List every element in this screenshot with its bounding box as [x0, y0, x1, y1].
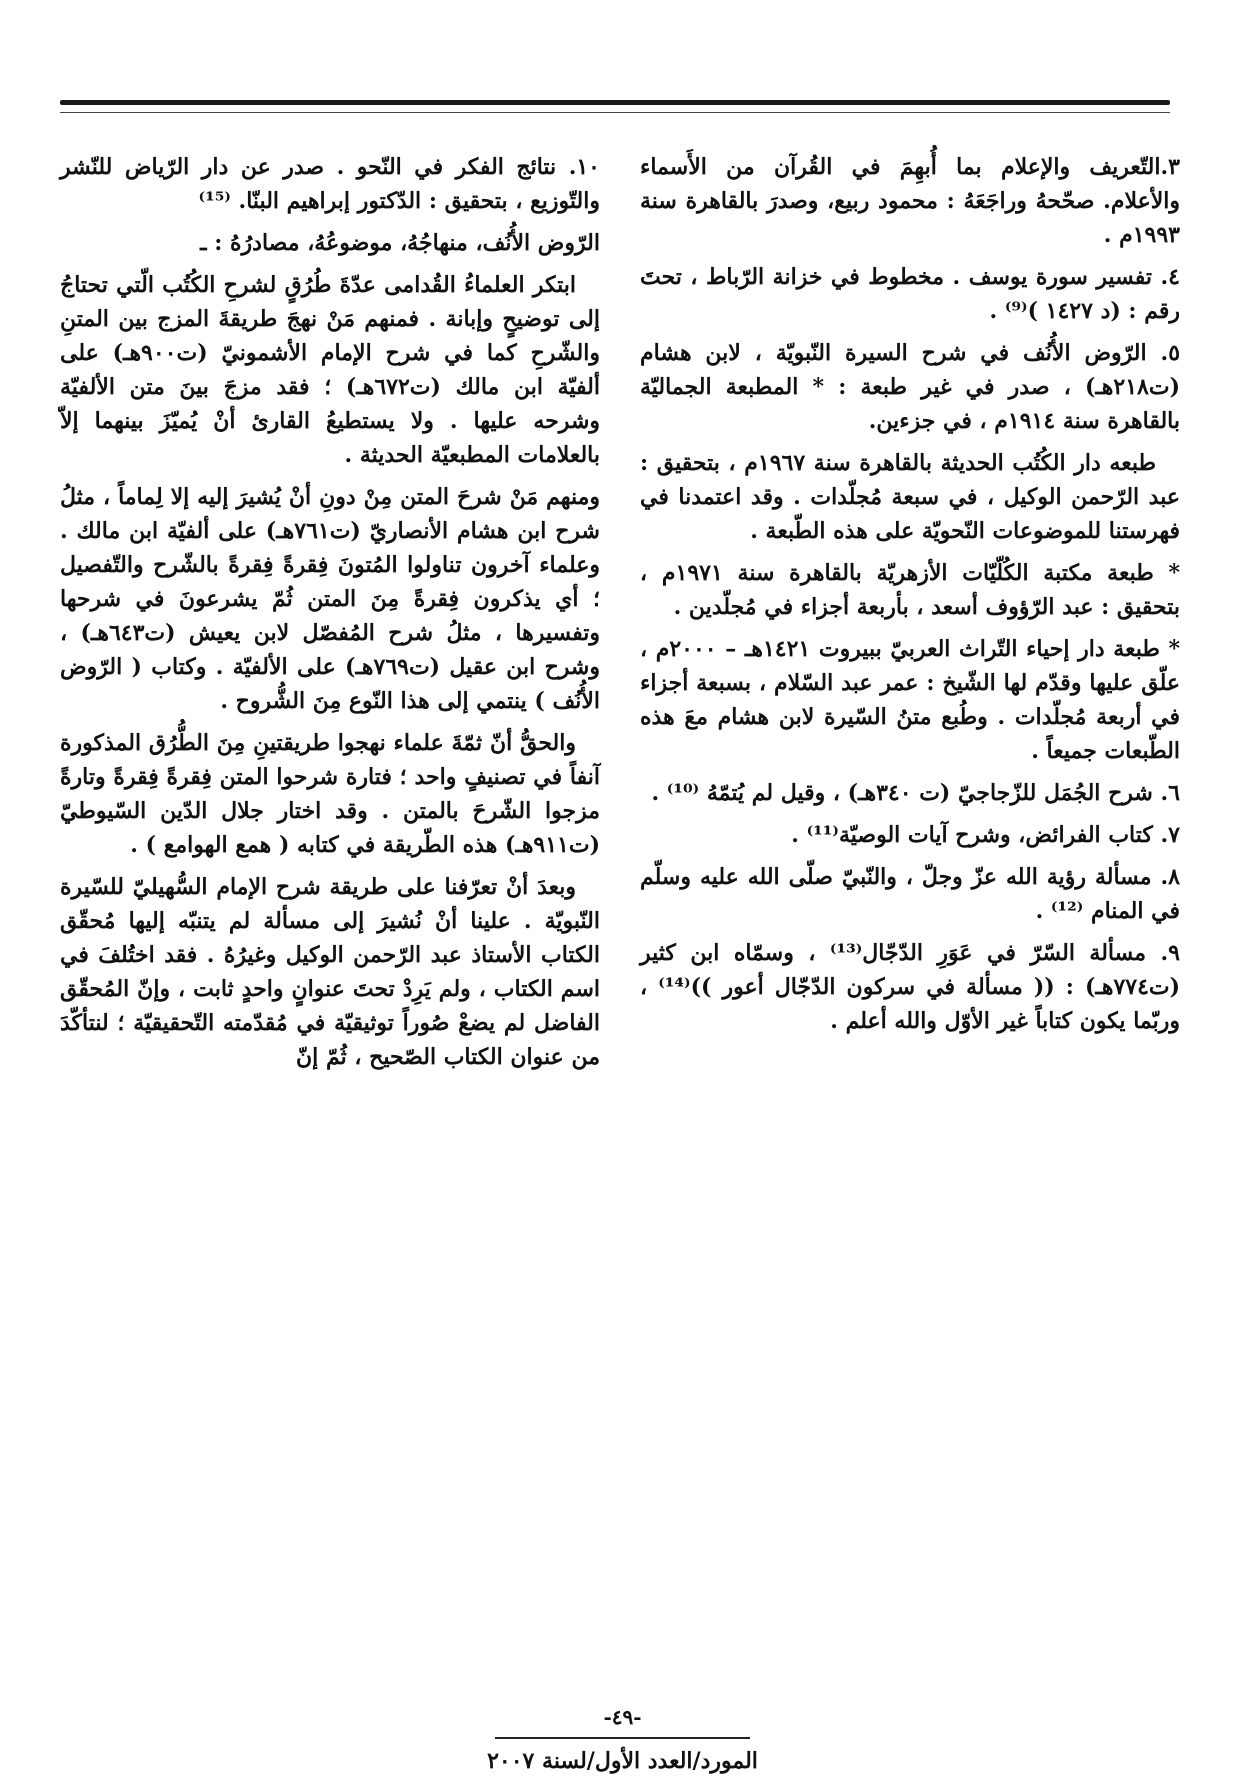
- paragraph: ٩. مسألة السّرّ في عَوَرِ الدّجّال⁽¹³⁾ ، وسمّاه ابن كثير (ت٧٧٤هـ) : (( مسألة في سركون الدّجّال أعور ))⁽¹⁴⁾ ، وربّما يكون كتاباً غير الأوّل والله أعلم .: [640, 940, 1181, 1034]
- journal-title: المورد/العدد الأول/لسنة ٢٠٠٧: [487, 1748, 758, 1774]
- paragraph: * طبعة دار إحياء التّراث العربيّ ببيروت ١٤٢١هـ – ٢٠٠٠م ، علّق عليها وقدّم لها الشّيخ : عمر عبد السّلام ، بسبعة أجزاء في أربعة مُجلّدات . وطُبع متنُ السّيرة لابن هشام معَ هذه الطّبعات جميعاً .: [640, 636, 1180, 764]
- paragraph: ٨. مسألة رؤية الله عزّ وجلّ ، والنّبيّ صلّى الله عليه وسلّم في المنام ⁽¹²⁾ .: [640, 864, 1180, 924]
- paragraph: وبعدَ أنْ تعرّفنا على طريقة شرح الإمام السُّهيليّ للسّيرة النّبويّة . علينا أنْ نُشيرَ إلى مسألة لم يتنبّه إليها مُحقّق الكتاب الأستاذ عبد الرّحمن الوكيل وغيرُهُ . فقد اختُلفَ في اسم الكتاب ، ولم يَرِدْ تحتَ عنوانٍ واحدٍ ثابت ، وإنّ المُحقّق الفاضل لم يضعْ صُوراً توثيقيّة في مُقدّمته التّحقيقيّة ؛ لنتأكّدَ من عنوان الكتاب الصّحيح ، ثُمّ إنّ: [60, 874, 600, 1070]
- left-column: [60, 150, 600, 1630]
- section-heading: الرّوض الأُنُف، منهاجُهُ، موضوعُهُ، مصادرُهُ : ـ: [200, 230, 600, 256]
- paragraph: ٧. كتاب الفرائض، وشرح آيات الوصيّة⁽¹¹⁾ .: [791, 822, 1180, 848]
- right-column: [640, 150, 1180, 1630]
- paragraph: ١٠. نتائج الفكر في النّحو . صدر عن دار الرّياض للنّشر والتّوزيع ، بتحقيق : الدّكتور إبراهيم البنّا. ⁽¹⁵⁾: [60, 154, 600, 214]
- paragraph: ٤. تفسير سورة يوسف . مخطوط في خزانة الرّباط ، تحتَ رقم : (د ١٤٢٧ )⁽⁹⁾ .: [640, 264, 1180, 324]
- paragraph: طبعه دار الكُتُب الحديثة بالقاهرة سنة ١٩٦٧م ، بتحقيق : عبد الرّحمن الوكيل ، في سبعة مُجلّدات . وقد اعتمدنا في فهرستنا للموضوعات النّحويّة على هذه الطّبعة .: [640, 450, 1181, 544]
- paragraph: ٦. شرح الجُمَل للزّجاجيّ (ت ٣٤٠هـ) ، وقيل لم يُتمّهُ ⁽¹⁰⁾ .: [651, 780, 1180, 806]
- footer-rule: [495, 1737, 750, 1739]
- paragraph: ٥. الرّوض الأُنُف في شرح السيرة النّبويّة ، لابن هشام (ت٢١٨هـ) ، صدر في غير طبعة : * المطبعة الجماليّة بالقاهرة سنة ١٩١٤م ، في جزءين.: [640, 340, 1181, 434]
- paragraph: * طبعة مكتبة الكُلّيّات الأزهريّة بالقاهرة سنة ١٩٧١م ، بتحقيق : عبد الرّؤوف أسعد ، بأربعة أجزاء في مُجلّدين .: [640, 560, 1180, 620]
- page-number: -٤٩-: [603, 1705, 642, 1729]
- paragraph: ٣.التّعريف والإعلام بما أُبهِمَ في القُرآن من الأَسماء والأعلام. صحّحهُ وراجَعَهُ : محمود ربيع، وصدرَ بالقاهرة سنة ١٩٩٣م .: [640, 154, 1180, 248]
- header-rule: [60, 100, 1170, 105]
- paragraph: ومنهم مَنْ شرحَ المتن مِنْ دونِ أنْ يُشيرَ إليه إلا لِماماً ، مثلُ شرح ابن هشام الأنصاريّ (ت٧٦١هـ) على ألفيّة ابن مالك . وعلماء آخرون تناولوا المُتونَ فِقرةً فِقرةً بالشّرح والتّفصيل ؛ أي يذكرون فِقرةً مِنَ المتن ثُمّ يشرعونَ في شرحها وتفسيرها ، مثلُ شرح المُفصّل لابن يعيش (ت٦٤٣هـ) ، وشرح ابن عقيل (ت٧٦٩هـ) على الألفيّة . وكتاب ( الرّوض الأُنُف ) ينتمي إلى هذا النّوع مِنَ الشُّروح .: [60, 484, 600, 714]
- paragraph: ابتكر العلماءُ القُدامى عدّةَ طُرُقٍ لشرحِ الكُتُب الّتي تحتاجُ إلى توضيحٍ وإبانة . فمنهم مَنْ نهجَ طريقةَ المزج بين المتنِ والشّرحِ كما في شرح الإمام الأشمونيّ (ت٩٠٠هـ) على ألفيّة ابن مالك (ت٦٧٢هـ) ؛ فقد مزجَ بينَ متن الألفيّة وشرحه عليها . ولا يستطيعُ القارئ أنْ يُميّزَ بينهما إلاّ بالعلامات المطبعيّة الحديثة .: [60, 272, 600, 468]
- header-rule-thin: [60, 112, 1170, 113]
- paragraph: والحقُّ أنّ ثمّةَ علماء نهجوا طريقتينِ مِنَ الطُّرُق المذكورة آنفاً في تصنيفٍ واحد ؛ فتارة شرحوا المتن فِقرةً فِقرةً وتارةً مزجوا الشّرحَ بالمتن . وقد اختار جلال الدّين السّيوطيّ (ت٩١١هـ) هذه الطّريقة في كتابه ( همع الهوامع ) .: [60, 730, 600, 858]
